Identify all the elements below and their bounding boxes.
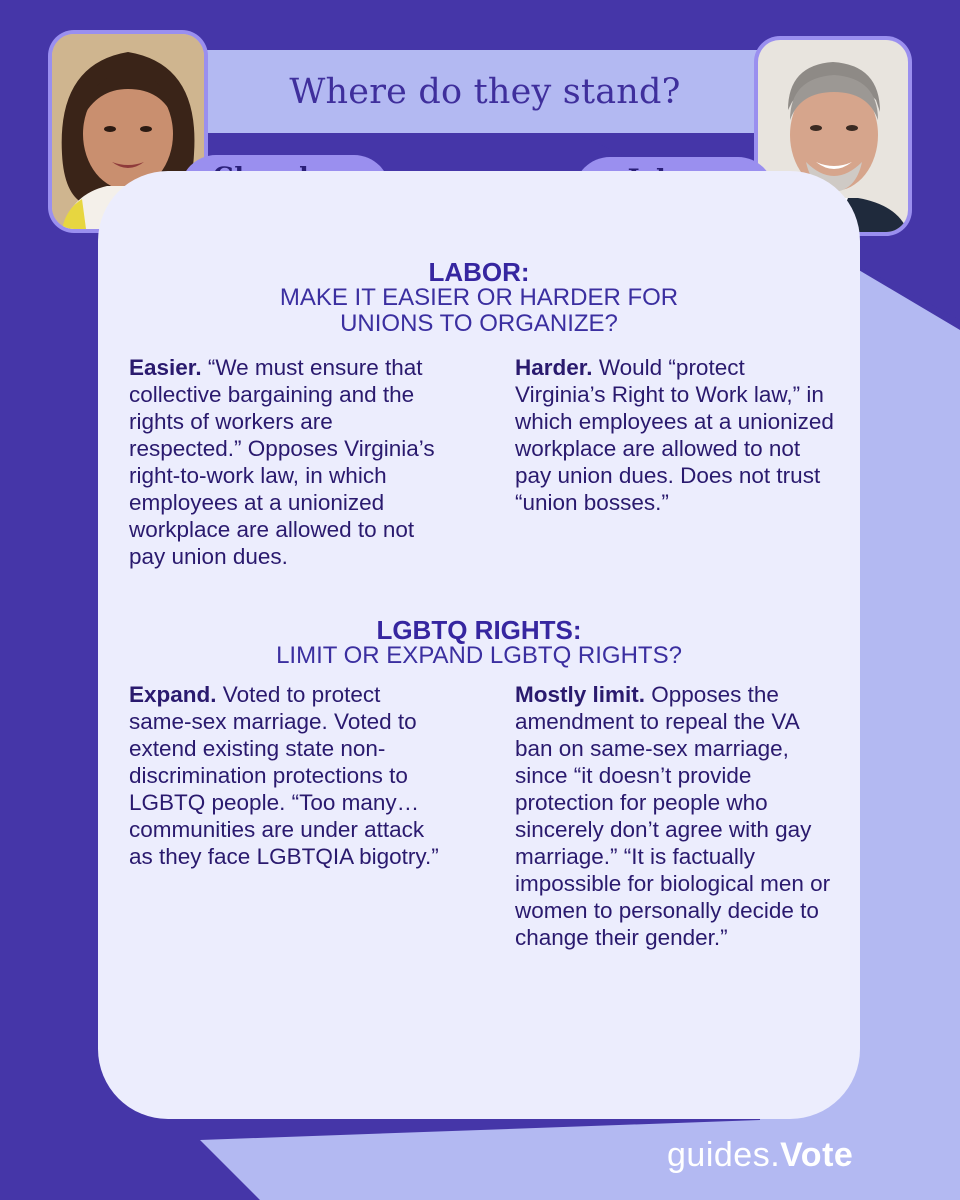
logo-suffix: Vote <box>780 1136 854 1174</box>
labor-reid-stance: Harder. <box>515 355 593 380</box>
labor-question-line1: MAKE IT EASIER OR HARDER FOR <box>279 284 679 311</box>
labor-topic: LABOR: <box>428 257 530 287</box>
lgbtq-hashmi-stance: Expand. <box>129 682 217 707</box>
lgbtq-hashmi-position <box>129 681 449 870</box>
lgbtq-reid-position <box>515 681 835 951</box>
labor-hashmi-position <box>129 354 449 570</box>
lgbtq-question-line1: LIMIT OR EXPAND LGBTQ RIGHTS? <box>276 642 682 669</box>
positions-card <box>98 171 860 1119</box>
labor-hashmi-text: “We must ensure that collective bargaining and the rights of workers are respected.” Opposes Virginia’s right-to-work law, in which employees at a unionized workplace are allowed to not pay union dues. <box>129 355 435 569</box>
title-banner <box>195 50 775 133</box>
labor-section-heading <box>98 259 860 337</box>
page-title: Where do they stand? <box>289 71 681 112</box>
labor-reid-position <box>515 354 835 516</box>
lgbtq-topic: LGBTQ RIGHTS: <box>376 615 582 645</box>
guides-vote-logo <box>667 1136 853 1175</box>
logo-prefix: guides. <box>667 1136 781 1174</box>
lgbtq-hashmi-text: Voted to protect same-sex marriage. Voted to extend existing state non-discrimination protections to LGBTQ people. “Too many… communities are under attack as they face LGBTQIA bigotry.” <box>129 682 439 869</box>
labor-reid-text: Would “protect Virginia’s Right to Work law,” in which employees at a unionized workplace are allowed to not pay union dues. Does not trust “union bosses.” <box>515 355 834 515</box>
labor-hashmi-stance: Easier. <box>129 355 202 380</box>
labor-question-line2: UNIONS TO ORGANIZE? <box>340 310 618 337</box>
lgbtq-reid-text: Opposes the amendment to repeal the VA ban on same-sex marriage, since “it doesn’t provide protection for people who sincerely don’t agree with gay marriage.” “It is factually impossible for biological men or women to personally decide to change their gender.” <box>515 682 831 950</box>
lgbtq-reid-stance: Mostly limit. <box>515 682 646 707</box>
lgbtq-section-heading <box>98 617 860 669</box>
